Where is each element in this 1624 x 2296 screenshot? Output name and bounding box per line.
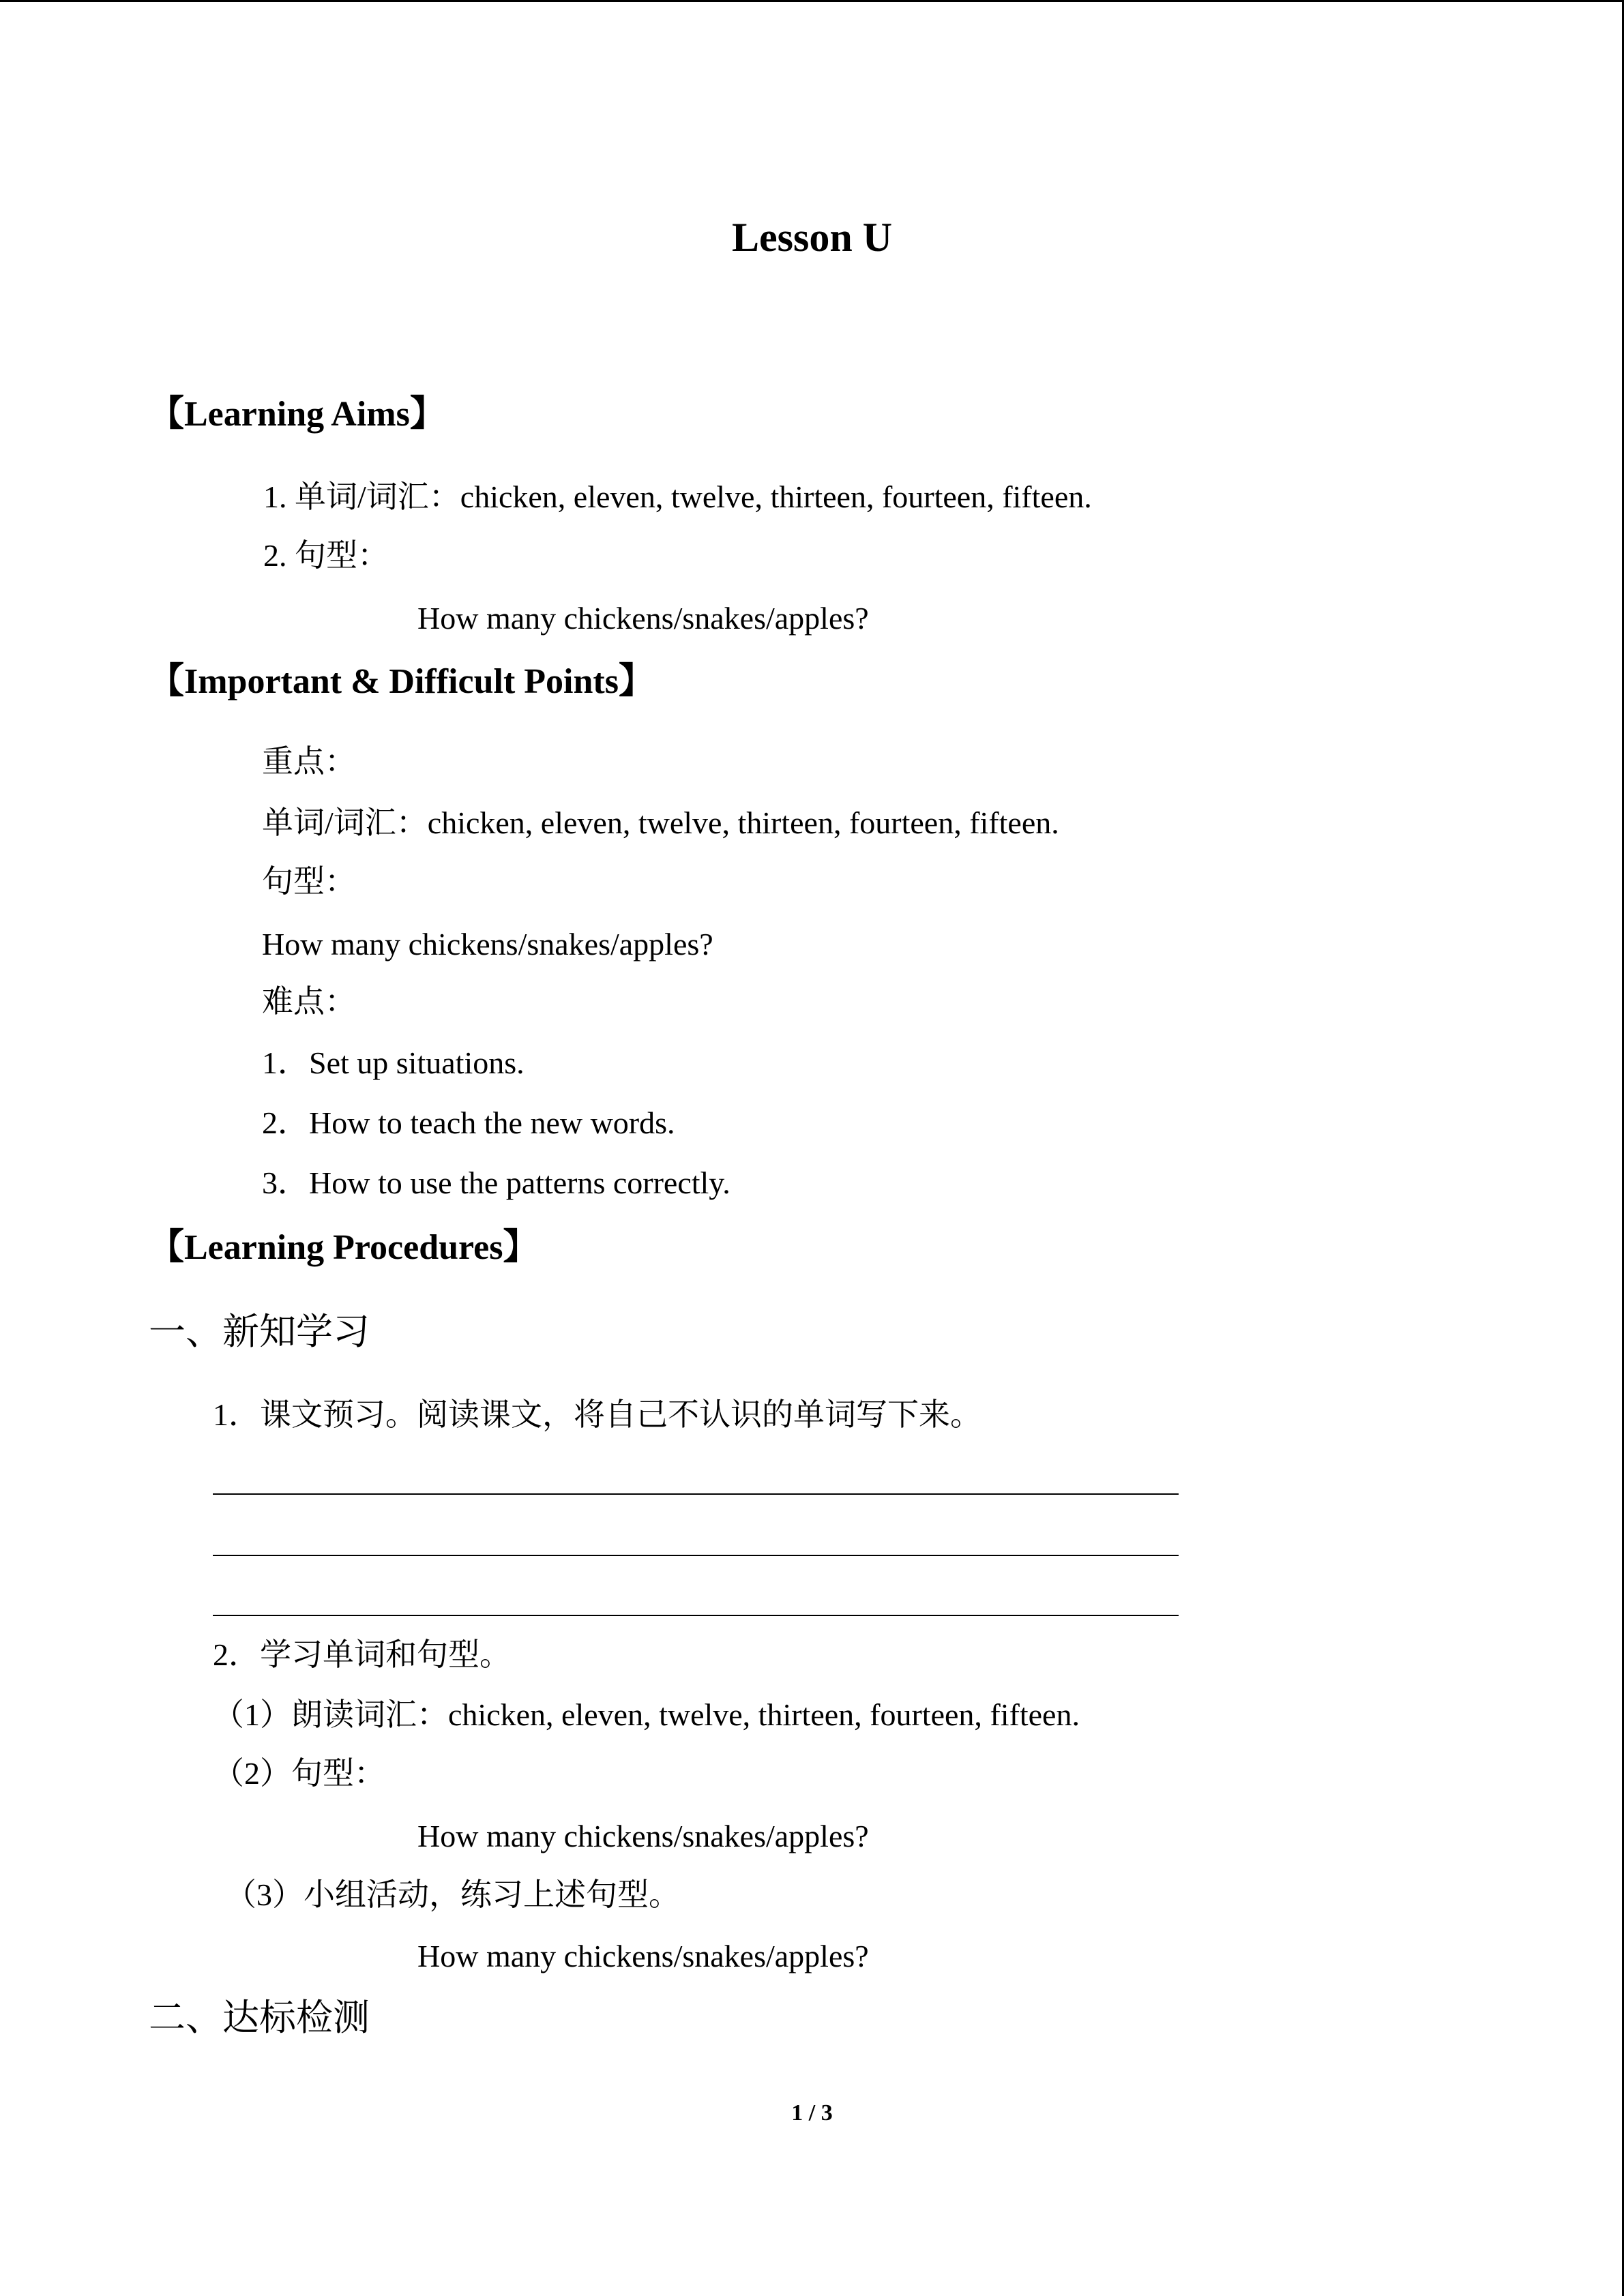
subtask-3-pattern: How many chickens/snakes/apples? [417, 1939, 869, 1973]
aims-item-1: 1. 单词/词汇：chicken, eleven, twelve, thirteen, fourteen, fifteen. [263, 479, 1092, 514]
key-pattern-label: 句型： [262, 864, 356, 899]
section-1-title: 一、新知学习 [149, 1311, 370, 1352]
key-vocab-line: 单词/词汇：chicken, eleven, twelve, thirteen, fourteen, fifteen. [262, 805, 1059, 840]
answer-line-1 [213, 1493, 1179, 1495]
task-2: 2．学习单词和句型。 [213, 1637, 511, 1672]
subtask-3: （3）小组活动，练习上述句型。 [225, 1877, 680, 1912]
difficult-item-2: 2．How to teach the new words. [262, 1105, 675, 1140]
section-2-title: 二、达标检测 [149, 1997, 370, 2038]
procedures-heading: 【Learning Procedures】 [149, 1228, 539, 1267]
important-points-heading: 【Important & Difficult Points】 [149, 662, 654, 701]
difficult-points-label: 难点： [262, 984, 356, 1019]
task-1: 1．课文预习。阅读课文，将自己不认识的单词写下来。 [213, 1397, 981, 1432]
subtask-2-pattern: How many chickens/snakes/apples? [417, 1819, 869, 1853]
difficult-item-3: 3．How to use the patterns correctly. [262, 1165, 730, 1200]
difficult-item-1: 1．Set up situations. [262, 1045, 525, 1080]
page-border-top [0, 0, 1624, 2]
aims-pattern: How many chickens/snakes/apples? [417, 601, 869, 636]
aims-item-2: 2. 句型： [263, 538, 389, 573]
answer-line-3 [213, 1615, 1179, 1616]
key-pattern: How many chickens/snakes/apples? [262, 927, 713, 961]
subtask-1: （1）朗读词汇：chicken, eleven, twelve, thirteen, fourteen, fifteen. [213, 1697, 1080, 1732]
page-number: 1 / 3 [791, 2100, 833, 2126]
key-points-label: 重点： [262, 744, 356, 779]
learning-aims-heading: 【Learning Aims】 [149, 395, 445, 434]
answer-line-2 [213, 1555, 1179, 1556]
page-title: Lesson U [731, 215, 893, 260]
subtask-2: （2）句型： [213, 1756, 385, 1791]
